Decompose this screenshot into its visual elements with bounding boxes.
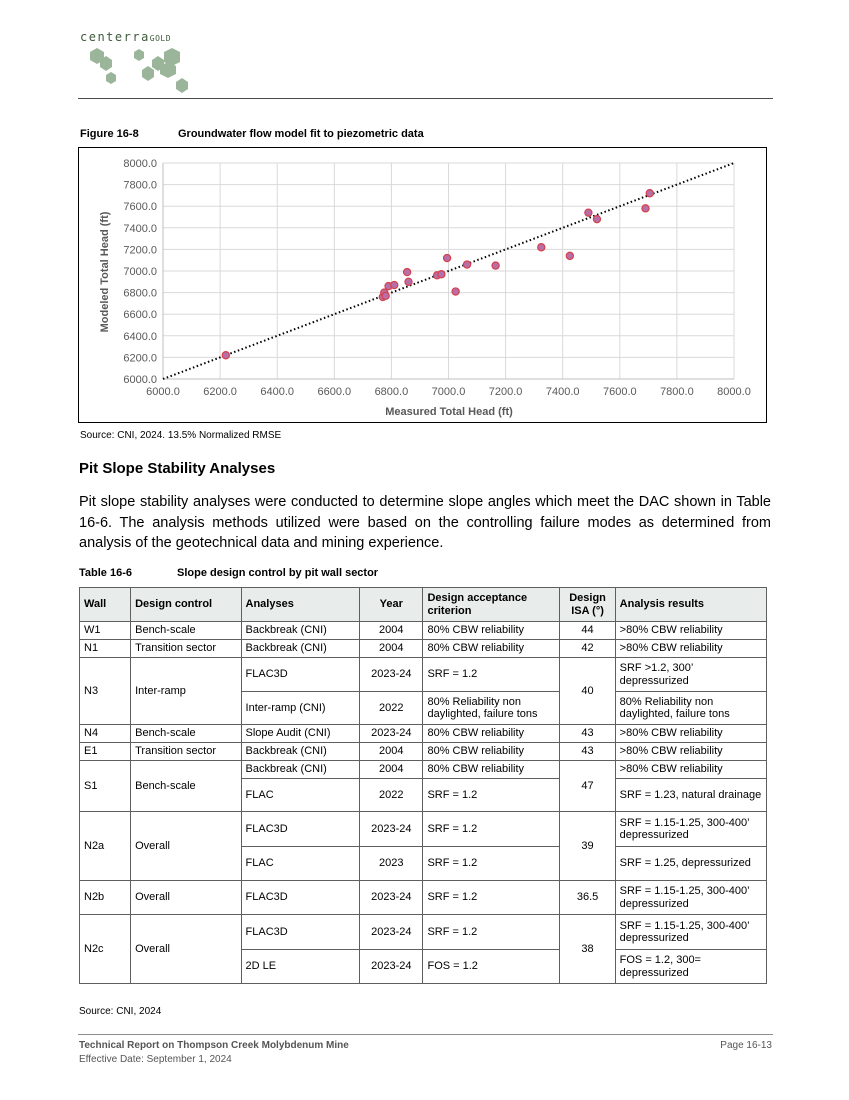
cell-result: SRF = 1.15-1.25, 300-400’ depressurized [615, 881, 766, 915]
footer-page-number: Page 16-13 [720, 1040, 772, 1051]
cell-control: Overall [131, 881, 241, 915]
x-tick-label: 8000.0 [717, 386, 751, 398]
cell-analysis: Backbreak (CNI) [241, 743, 360, 761]
header-design-control: Design control [131, 588, 241, 622]
cell-wall: S1 [80, 761, 131, 812]
x-tick-label: 7600.0 [602, 386, 637, 398]
cell-wall: N2a [80, 812, 131, 881]
cell-analysis: FLAC3D [241, 881, 360, 915]
footer-rule [78, 1034, 773, 1035]
cell-year: 2004 [360, 761, 423, 779]
cell-wall: N3 [80, 658, 131, 725]
data-points [222, 190, 653, 359]
x-tick-labels [146, 386, 751, 398]
table-row [80, 743, 767, 761]
cell-analysis: FLAC3D [241, 658, 360, 692]
cell-year: 2023-24 [360, 881, 423, 915]
cell-analysis: FLAC3D [241, 915, 360, 950]
cell-result: SRF = 1.25, depressurized [615, 847, 766, 881]
cell-analysis: Backbreak (CNI) [241, 622, 360, 640]
cell-year: 2023-24 [360, 725, 423, 743]
cell-wall: N1 [80, 640, 131, 658]
table-caption [79, 567, 378, 579]
table-row [80, 622, 767, 640]
cell-control: Transition sector [131, 743, 241, 761]
body-paragraph: Pit slope stability analyses were conducted to determine slope angles which meet the DAC shown in Table 16-6. The analysis methods utilized were based on the controlling failure modes as determined from analysis of the geotechnical data and mining experience. [79, 494, 771, 551]
cell-isa: 36.5 [560, 881, 615, 915]
table-source: Source: CNI, 2024 [79, 1006, 162, 1017]
logo-accent: GOLD [149, 34, 172, 43]
cell-result: >80% CBW reliability [615, 640, 766, 658]
cell-criterion: SRF = 1.2 [423, 658, 560, 692]
cell-result: >80% CBW reliability [615, 761, 766, 779]
company-logo-text [80, 30, 171, 44]
header-rule [78, 98, 773, 99]
cell-isa: 42 [560, 640, 615, 658]
cell-isa: 38 [560, 915, 615, 984]
y-tick-label: 6000.0 [123, 374, 157, 386]
cell-analysis: FLAC [241, 847, 360, 881]
cell-result: 80% Reliability non daylighted, failure tons [615, 692, 766, 725]
cell-year: 2022 [360, 779, 423, 812]
cell-result: SRF >1.2, 300’ depressurized [615, 658, 766, 692]
cell-control: Bench-scale [131, 725, 241, 743]
header-wall: Wall [80, 588, 131, 622]
cell-result: SRF = 1.23, natural drainage [615, 779, 766, 812]
x-tick-label: 6600.0 [317, 386, 352, 398]
hexagon-logo-icon [78, 44, 198, 96]
table-row [80, 915, 767, 950]
data-point [593, 216, 600, 223]
header-year: Year [360, 588, 423, 622]
figure-title: Groundwater flow model fit to piezometric data [178, 128, 424, 140]
cell-isa: 44 [560, 622, 615, 640]
cell-wall: E1 [80, 743, 131, 761]
table-row [80, 640, 767, 658]
y-tick-label: 6600.0 [123, 309, 157, 322]
cell-analysis: FLAC [241, 779, 360, 812]
cell-result: SRF = 1.15-1.25, 300-400’ depressurized [615, 915, 766, 950]
scatter-chart-frame [78, 147, 767, 423]
scatter-chart [79, 148, 768, 424]
cell-isa: 43 [560, 725, 615, 743]
table-title: Slope design control by pit wall sector [177, 567, 379, 579]
footer-effective-date: Effective Date: September 1, 2024 [79, 1054, 232, 1065]
cell-result: >80% CBW reliability [615, 743, 766, 761]
data-point [391, 281, 398, 288]
table-row [80, 725, 767, 743]
cell-result: >80% CBW reliability [615, 622, 766, 640]
cell-year: 2023-24 [360, 658, 423, 692]
cell-control: Bench-scale [131, 622, 241, 640]
cell-criterion: 80% CBW reliability [423, 640, 560, 658]
cell-result: FOS = 1.2, 300= depressurized [615, 950, 766, 984]
data-point [405, 278, 412, 285]
header-results: Analysis results [615, 588, 766, 622]
cell-wall: N2b [80, 881, 131, 915]
x-tick-label: 6400.0 [260, 386, 295, 398]
data-point [443, 254, 450, 261]
data-point [463, 261, 470, 268]
table-row [80, 881, 767, 915]
cell-control: Overall [131, 915, 241, 984]
cell-year: 2023-24 [360, 915, 423, 950]
table-row [80, 812, 767, 847]
cell-isa: 39 [560, 812, 615, 881]
cell-control: Inter-ramp [131, 658, 241, 725]
x-tick-label: 6800.0 [374, 386, 409, 398]
cell-wall: N2c [80, 915, 131, 984]
y-tick-label: 8000.0 [123, 158, 157, 170]
x-axis-label: Measured Total Head (ft) [385, 406, 513, 418]
data-point [492, 262, 499, 269]
slope-design-table [79, 587, 767, 984]
data-point [382, 292, 389, 299]
cell-year: 2022 [360, 692, 423, 725]
y-axis-label: Modeled Total Head (ft) [99, 211, 111, 333]
cell-isa: 40 [560, 658, 615, 725]
logo-main: centerra [80, 30, 150, 44]
header-analyses: Analyses [241, 588, 360, 622]
data-point [566, 252, 573, 259]
cell-year: 2023-24 [360, 812, 423, 847]
cell-criterion: SRF = 1.2 [423, 881, 560, 915]
cell-year: 2023 [360, 847, 423, 881]
cell-result: >80% CBW reliability [615, 725, 766, 743]
cell-isa: 47 [560, 761, 615, 812]
data-point [646, 190, 653, 197]
cell-criterion: SRF = 1.2 [423, 915, 560, 950]
cell-isa: 43 [560, 743, 615, 761]
data-point [538, 244, 545, 251]
data-point [452, 288, 459, 295]
cell-criterion: FOS = 1.2 [423, 950, 560, 984]
table-row [80, 658, 767, 692]
header-criterion: Design acceptance criterion [423, 588, 560, 622]
cell-control: Transition sector [131, 640, 241, 658]
y-tick-label: 7400.0 [123, 222, 157, 235]
y-tick-label: 7800.0 [123, 179, 157, 192]
y-tick-label: 6800.0 [123, 287, 157, 300]
footer-report-title: Technical Report on Thompson Creek Molybdenum Mine [79, 1040, 349, 1051]
cell-wall: W1 [80, 622, 131, 640]
figure-source: Source: CNI, 2024. 13.5% Normalized RMSE [80, 430, 282, 441]
y-tick-label: 7200.0 [123, 244, 157, 257]
y-tick-label: 7600.0 [123, 201, 157, 214]
x-tick-label: 7000.0 [431, 386, 466, 398]
data-point [438, 271, 445, 278]
table-number: Table 16-6 [79, 567, 132, 579]
cell-criterion: SRF = 1.2 [423, 779, 560, 812]
data-point [222, 352, 229, 359]
y-tick-label: 6200.0 [123, 352, 157, 365]
cell-year: 2004 [360, 743, 423, 761]
figure-number: Figure 16-8 [80, 128, 139, 140]
cell-year: 2023-24 [360, 950, 423, 984]
cell-year: 2004 [360, 640, 423, 658]
cell-criterion: 80% CBW reliability [423, 761, 560, 779]
cell-control: Bench-scale [131, 761, 241, 812]
data-point [642, 205, 649, 212]
cell-analysis: Backbreak (CNI) [241, 640, 360, 658]
cell-criterion: SRF = 1.2 [423, 812, 560, 847]
y-tick-labels [123, 158, 157, 386]
cell-analysis: 2D LE [241, 950, 360, 984]
figure-caption [80, 128, 424, 140]
data-point [404, 268, 411, 275]
table-row [80, 761, 767, 779]
x-tick-label: 7200.0 [488, 386, 523, 398]
cell-analysis: FLAC3D [241, 812, 360, 847]
cell-control: Overall [131, 812, 241, 881]
table-header-row [80, 588, 767, 622]
cell-criterion: SRF = 1.2 [423, 847, 560, 881]
cell-result: SRF = 1.15-1.25, 300-400’ depressurized [615, 812, 766, 847]
y-tick-label: 6400.0 [123, 330, 157, 343]
cell-criterion: 80% CBW reliability [423, 622, 560, 640]
data-point [585, 209, 592, 216]
cell-year: 2004 [360, 622, 423, 640]
header-isa: Design ISA (°) [560, 588, 615, 622]
x-tick-label: 7800.0 [660, 386, 694, 398]
y-tick-label: 7000.0 [123, 266, 157, 278]
cell-wall: N4 [80, 725, 131, 743]
cell-criterion: 80% CBW reliability [423, 743, 560, 761]
cell-criterion: 80% CBW reliability [423, 725, 560, 743]
x-tick-label: 7400.0 [545, 386, 580, 398]
cell-analysis: Slope Audit (CNI) [241, 725, 360, 743]
cell-analysis: Inter-ramp (CNI) [241, 692, 360, 725]
x-tick-label: 6000.0 [146, 386, 180, 398]
section-heading: Pit Slope Stability Analyses [79, 460, 276, 477]
x-tick-label: 6200.0 [203, 386, 237, 398]
cell-criterion: 80% Reliability non daylighted, failure tons [423, 692, 560, 725]
cell-analysis: Backbreak (CNI) [241, 761, 360, 779]
